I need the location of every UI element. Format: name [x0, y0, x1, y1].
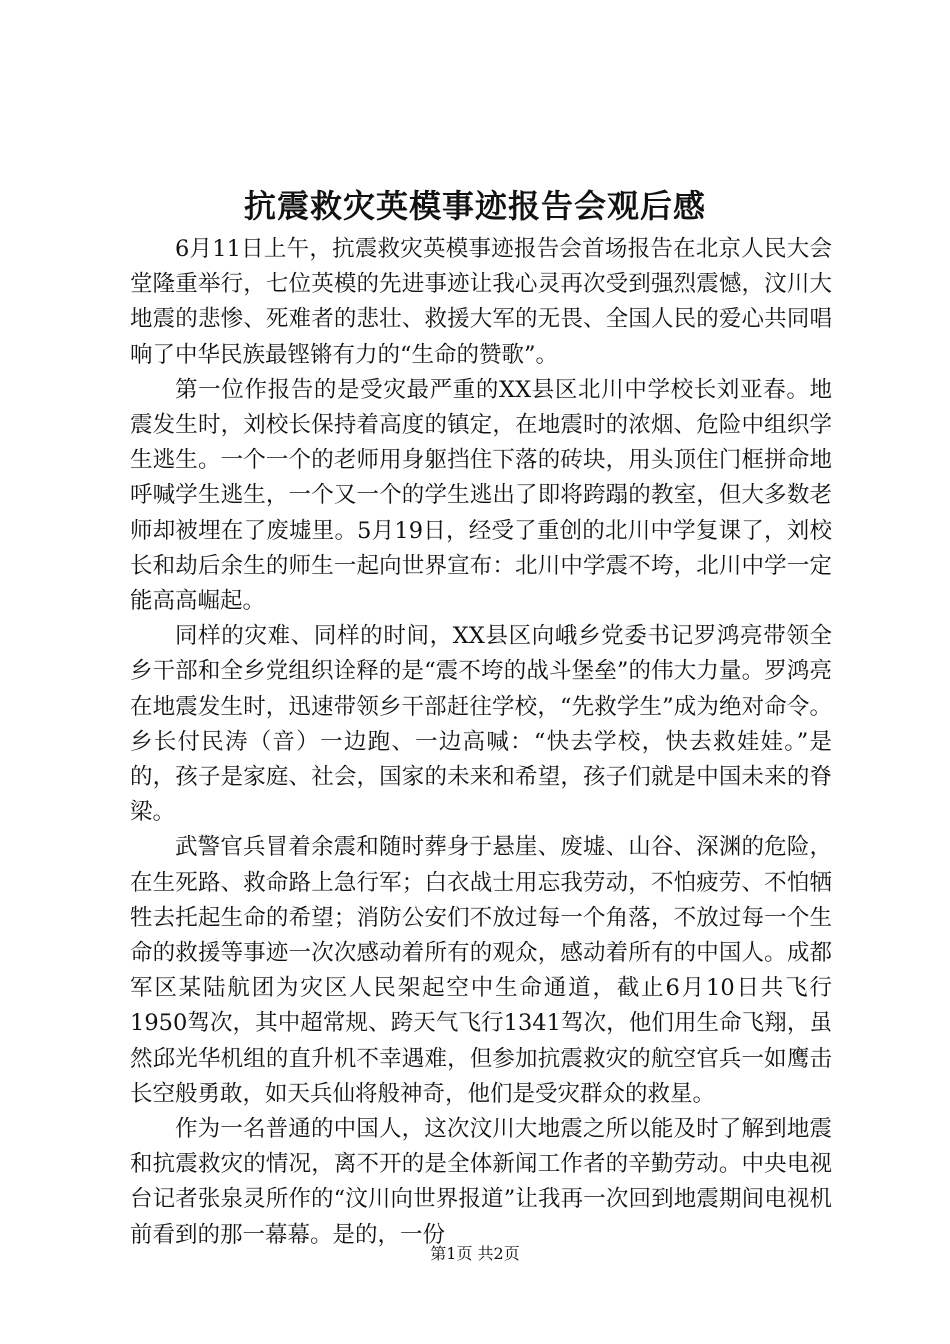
paragraph: 武警官兵冒着余震和随时葬身于悬崖、废墟、山谷、深渊的危险，在生死路、救命路上急行军；白衣战士用忘我劳动，不怕疲劳、不怕牺牲去托起生命的希望；消防公安们不放过每一个角落，不放过每一个生命的救援等事迹一次次感动着所有的观众，感动着所有的中国人。成都军区某陆航团为灾区人民架起空中生命通道，截止6月10日共飞行1950驾次，其中超常规、跨天气飞行1341驾次，他们用生命飞翔，虽然邱光华机组的直升机不幸遇难，但参加抗震救灾的航空官兵一如鹰击长空般勇敢，如天兵仙将般神奇，他们是受灾群众的救星。: [130, 834, 832, 1107]
paragraph: 6月11日上午，抗震救灾英模事迹报告会首场报告在北京人民大会堂隆重举行，七位英模的先进事迹让我心灵再次受到强烈震憾，汶川大地震的悲惨、死难者的悲壮、救援大军的无畏、全国人民的爱心共同唱响了中华民族最铿锵有力的“生命的赞歌”。: [130, 236, 832, 368]
document-body: [130, 232, 832, 1253]
page-footer: [0, 1243, 950, 1265]
paragraph: 同样的灾难、同样的时间，XX县区向峨乡党委书记罗鸿亮带领全乡干部和全乡党组织诠释的是“震不垮的战斗堡垒”的伟大力量。罗鸿亮在地震发生时，迅速带领乡干部赶往学校，“先救学生”成为绝对命令。乡长付民涛（音）一边跑、一边高喊：“快去学校，快去救娃娃。”是的，孩子是家庭、社会，国家的未来和希望，孩子们就是中国未来的脊梁。: [130, 623, 832, 826]
page-number: 第1页: [430, 1244, 473, 1263]
document-title: 抗震救灾英模事迹报告会观后感: [243, 187, 706, 225]
paragraph: 作为一名普通的中国人，这次汶川大地震之所以能及时了解到地震和抗震救灾的情况，离不开的是全体新闻工作者的辛勤劳动。中央电视台记者张泉灵所作的“汶川向世界报道”让我再一次回到地震期间电视机前看到的那一幕幕。是的，一份: [130, 1116, 832, 1248]
paragraph: 第一位作报告的是受灾最严重的XX县区北川中学校长刘亚春。地震发生时，刘校长保持着高度的镇定，在地震时的浓烟、危险中组织学生逃生。一个一个的老师用身躯挡住下落的砖块，用头顶住门框拼命地呼喊学生逃生，一个又一个的学生逃出了即将跨蹋的教室，但大多数老师却被埋在了废墟里。5月19日，经受了重创的北川中学复课了，刘校长和劫后余生的师生一起向世界宣布：北川中学震不垮，北川中学一定能高高崛起。: [130, 376, 832, 615]
page-total: 共2页: [477, 1244, 520, 1263]
